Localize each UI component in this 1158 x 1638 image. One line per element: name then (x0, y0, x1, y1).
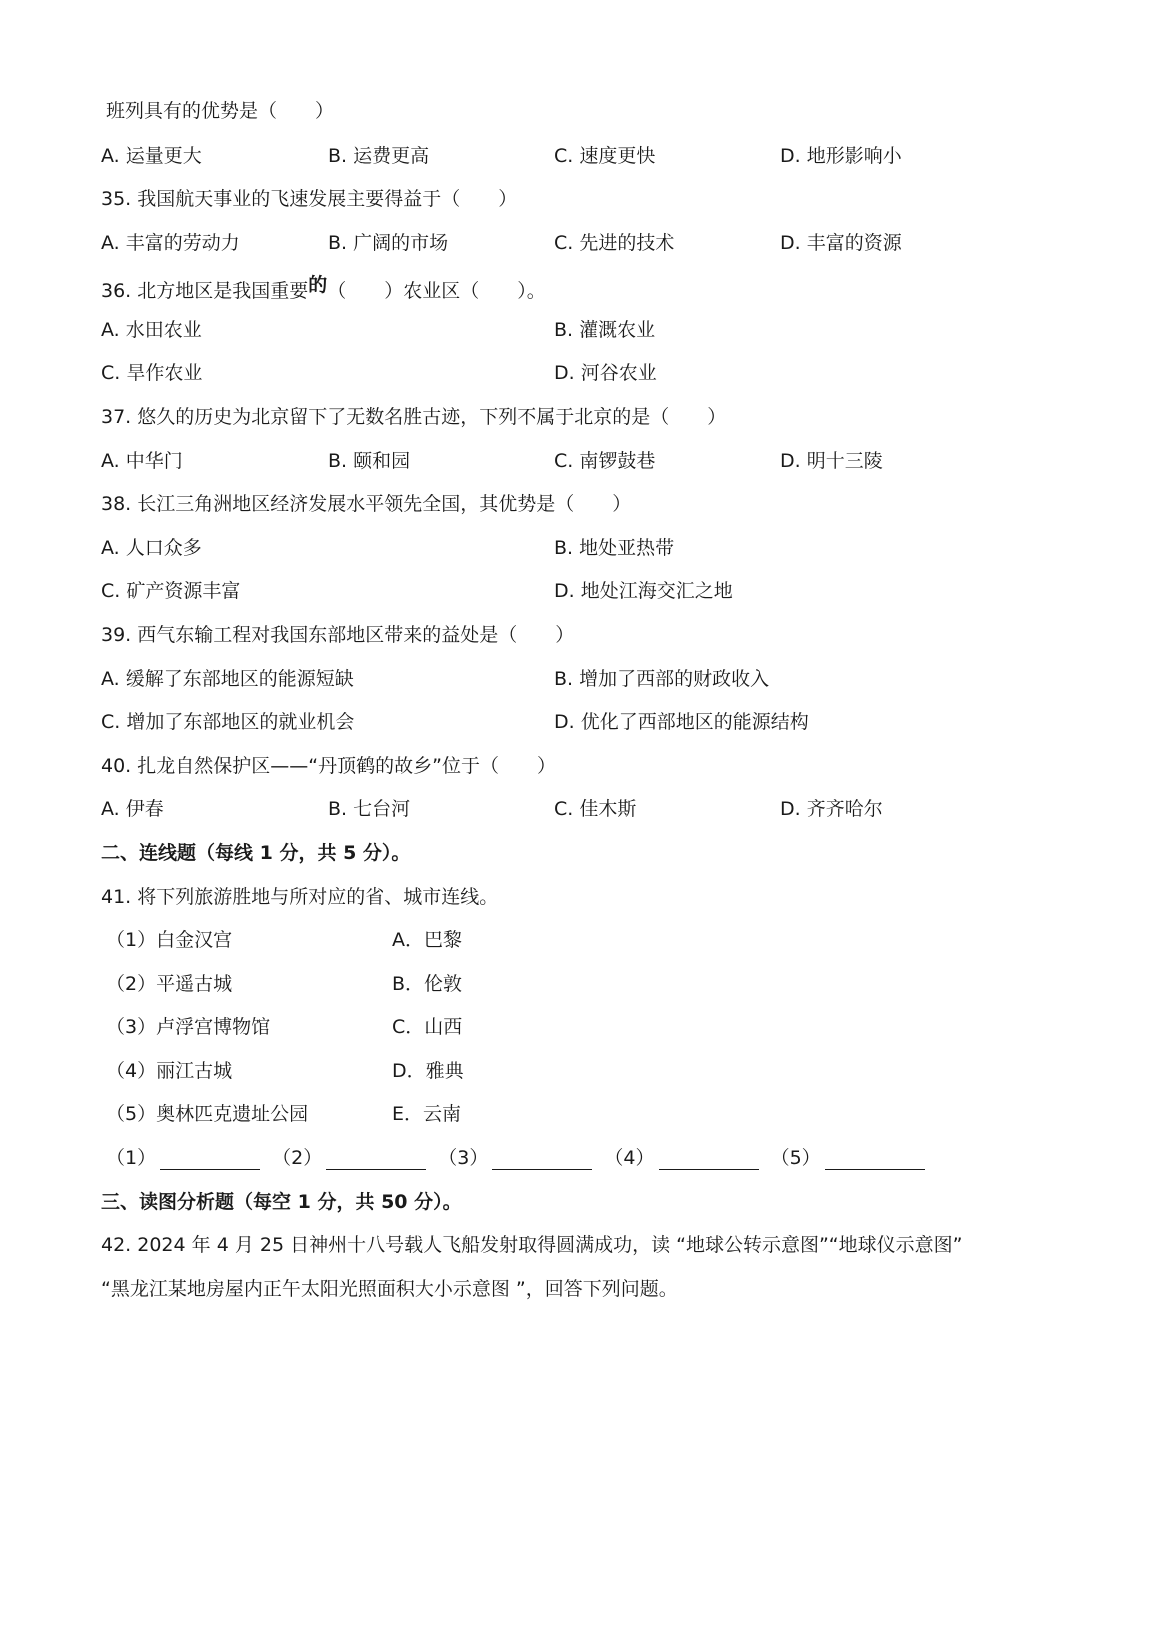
q42-stem-line-1: 42. 2024 年 4 月 25 日神州十八号载人飞船发射取得圆满成功，读 “地球公转示意图”“地球仪示意图” (101, 1234, 963, 1256)
q41-right-item-c: C．山西 (392, 1016, 463, 1038)
q41-blank-label-5: （5） (770, 1147, 821, 1169)
q41-blank-3[interactable] (492, 1151, 592, 1170)
q34-option-b: B. 运费更高 (328, 145, 430, 167)
q37-option-b: B. 颐和园 (328, 450, 411, 472)
q41-blank-label-4: （4） (604, 1147, 655, 1169)
q41-left-item-1: （1）白金汉宫 (106, 929, 233, 951)
q40-option-b: B. 七台河 (328, 798, 411, 820)
q36-option-a: A. 水田农业 (101, 319, 202, 341)
q36-stem-de: 的 (308, 274, 328, 296)
q41-blank-4[interactable] (659, 1151, 759, 1170)
q34-option-c: C. 速度更快 (554, 145, 656, 167)
q40-stem: 40. 扎龙自然保护区——“丹顶鹤的故乡”位于（ ） (101, 755, 556, 777)
section-2-heading: 二、连线题（每线 1 分，共 5 分）。 (101, 842, 411, 864)
q39-option-c: C. 增加了东部地区的就业机会 (101, 711, 355, 733)
q36-option-c: C. 旱作农业 (101, 362, 203, 384)
q41-stem: 41. 将下列旅游胜地与所对应的省、城市连线。 (101, 886, 499, 908)
q37-stem: 37. 悠久的历史为北京留下了无数名胜古迹，下列不属于北京的是（ ） (101, 406, 727, 428)
q40-option-a: A. 伊春 (101, 798, 164, 820)
q37-option-a: A. 中华门 (101, 450, 183, 472)
q41-blank-2[interactable] (326, 1151, 426, 1170)
q41-left-item-5: （5）奥林匹克遗址公园 (106, 1103, 309, 1125)
q39-option-d: D. 优化了西部地区的能源结构 (554, 711, 809, 733)
q41-left-item-2: （2）平遥古城 (106, 973, 233, 995)
q38-stem: 38. 长江三角洲地区经济发展水平领先全国，其优势是（ ） (101, 493, 632, 515)
q35-option-d: D. 丰富的资源 (780, 232, 902, 254)
q36-stem (101, 276, 546, 303)
q37-option-d: D. 明十三陵 (780, 450, 883, 472)
q38-option-a: A. 人口众多 (101, 537, 202, 559)
q35-option-a: A. 丰富的劳动力 (101, 232, 240, 254)
q39-option-b: B. 增加了西部的财政收入 (554, 668, 770, 690)
q34-option-d: D. 地形影响小 (780, 145, 902, 167)
q41-blank-5[interactable] (825, 1151, 925, 1170)
q41-right-item-d: D．雅典 (392, 1060, 464, 1082)
q41-left-item-3: （3）卢浮宫博物馆 (106, 1016, 271, 1038)
q41-blank-label-2: （2） (272, 1147, 323, 1169)
q34-stem: 班列具有的优势是（ ） (106, 100, 335, 122)
q40-option-d: D. 齐齐哈尔 (780, 798, 883, 820)
q35-option-b: B. 广阔的市场 (328, 232, 449, 254)
q41-left-item-4: （4）丽江古城 (106, 1060, 233, 1082)
q35-option-c: C. 先进的技术 (554, 232, 675, 254)
q35-stem: 35. 我国航天事业的飞速发展主要得益于（ ） (101, 188, 518, 210)
q41-answer-blanks (106, 1143, 931, 1170)
q39-option-a: A. 缓解了东部地区的能源短缺 (101, 668, 354, 690)
q38-option-c: C. 矿产资源丰富 (101, 580, 241, 602)
q41-right-item-a: A．巴黎 (392, 929, 462, 951)
q41-blank-label-3: （3） (438, 1147, 489, 1169)
q41-blank-1[interactable] (160, 1151, 260, 1170)
q42-stem-line-2: “黑龙江某地房屋内正午太阳光照面积大小示意图 ”，回答下列问题。 (101, 1278, 678, 1300)
q36-option-b: B. 灌溉农业 (554, 319, 656, 341)
q37-option-c: C. 南锣鼓巷 (554, 450, 656, 472)
q36-option-d: D. 河谷农业 (554, 362, 657, 384)
q36-stem-part2: （ ）农业区（ ）。 (327, 280, 546, 302)
q40-option-c: C. 佳木斯 (554, 798, 637, 820)
q41-right-item-e: E．云南 (392, 1103, 462, 1125)
section-3-heading: 三、读图分析题（每空 1 分，共 50 分）。 (101, 1191, 462, 1213)
q41-right-item-b: B．伦敦 (392, 973, 463, 995)
q34-option-a: A. 运量更大 (101, 145, 202, 167)
q41-blank-label-1: （1） (106, 1147, 157, 1169)
q38-option-b: B. 地处亚热带 (554, 537, 675, 559)
q38-option-d: D. 地处江海交汇之地 (554, 580, 733, 602)
q39-stem: 39. 西气东输工程对我国东部地区带来的益处是（ ） (101, 624, 575, 646)
q36-stem-part1: 36. 北方地区是我国重要 (101, 280, 309, 302)
